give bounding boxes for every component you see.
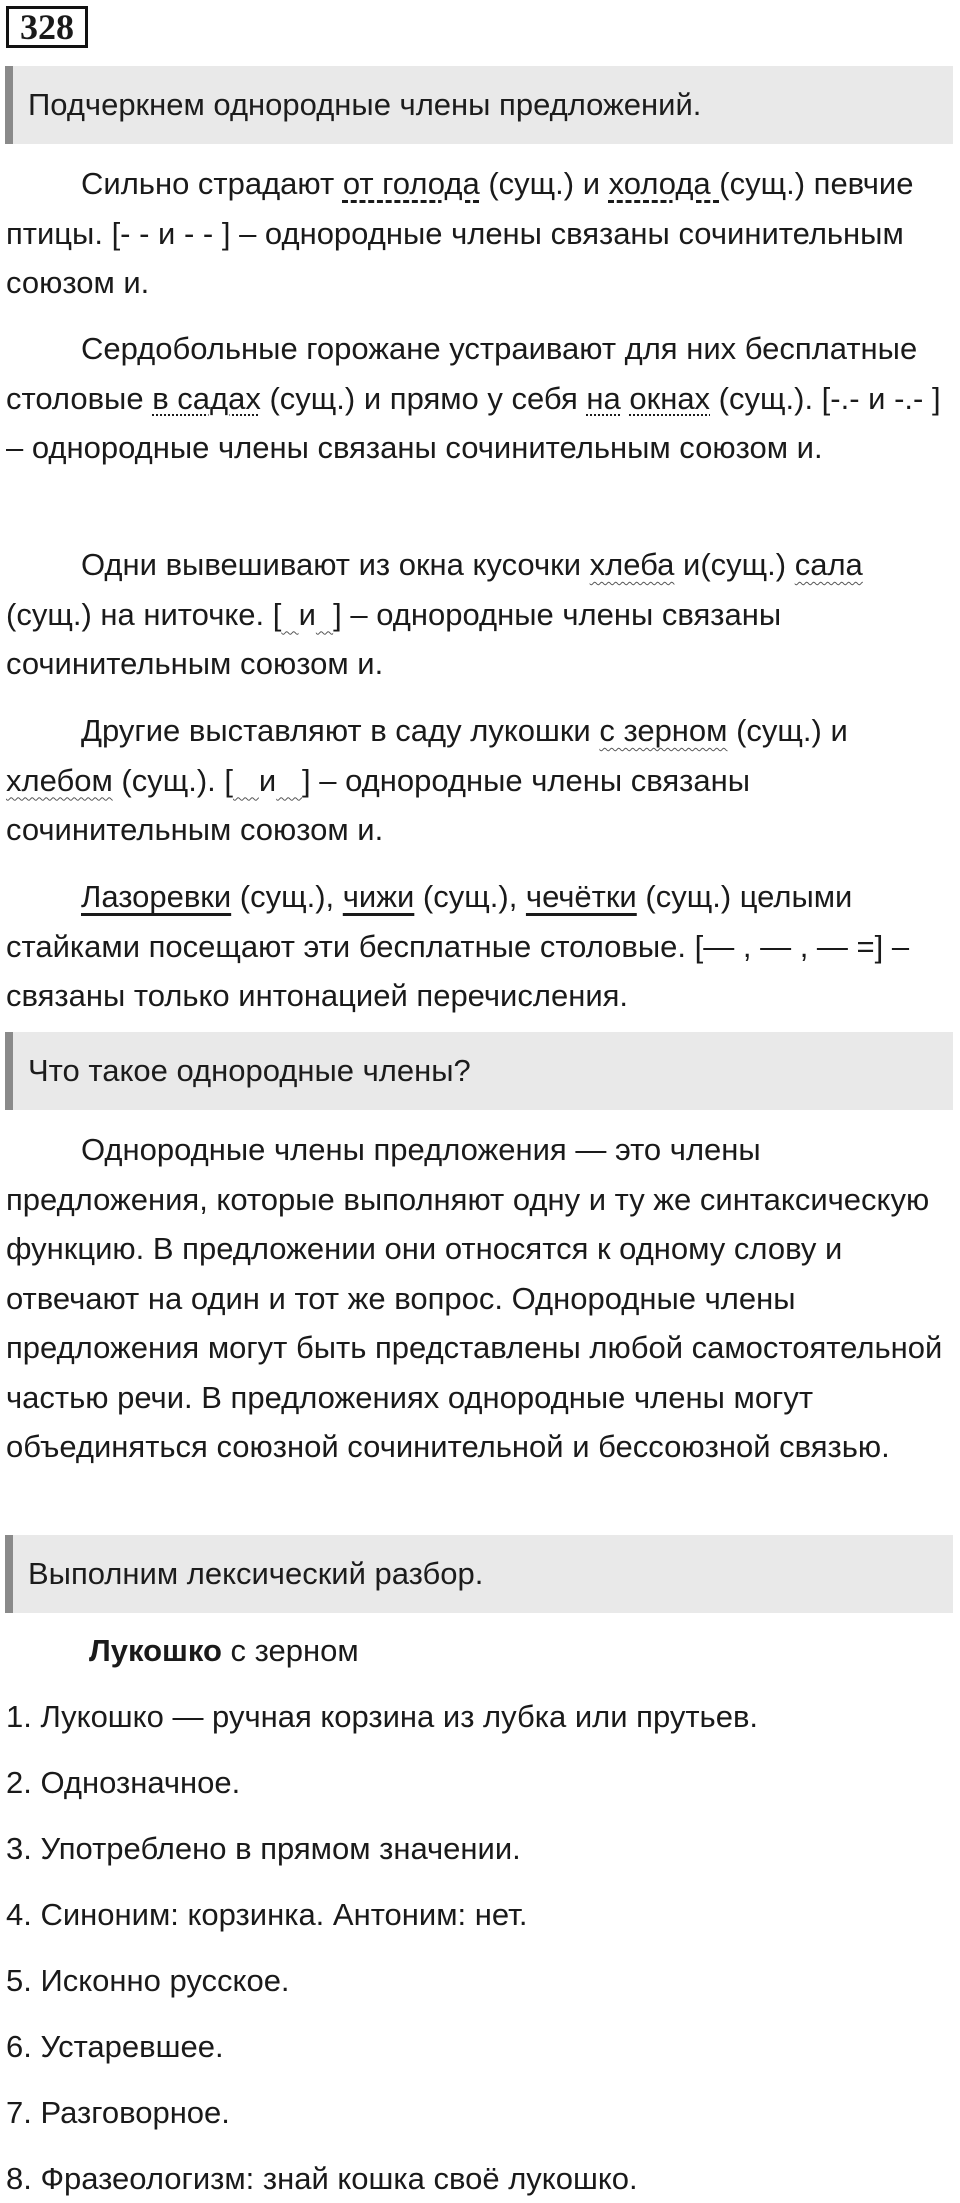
section-banner-underline: Подчеркнем однородные члены предложений.: [5, 66, 953, 144]
homogeneous-member: чечётки: [525, 879, 637, 914]
analyzed-phrase: [89, 1631, 960, 1671]
list-item: 4. Синоним: корзинка. Антоним: нет.: [6, 1897, 528, 1932]
list-item: 8. Фразеологизм: знай кошка своё лукошко.: [6, 2161, 638, 2196]
text: (сущ.). [: [112, 762, 234, 798]
text: и: [258, 762, 277, 798]
text: Одни вывешивают из окна кусочки: [81, 547, 590, 582]
phrase-rest: с зерном: [221, 1633, 359, 1668]
paragraph-5: [6, 872, 956, 1021]
text: ] – однородные члены связаны сочинительным союзом и.: [6, 596, 782, 681]
section-banner-lexical: Выполним лексический разбор.: [5, 1535, 953, 1613]
list-item: 7. Разговорное.: [6, 2095, 230, 2130]
scheme-mark: [233, 763, 259, 798]
text: Сильно страдают: [81, 166, 343, 201]
homogeneous-member: чижи: [342, 879, 415, 914]
scheme-mark: [281, 597, 298, 632]
definition-paragraph: [6, 1125, 956, 1472]
text: Другие выставляют в саду лукошки: [81, 713, 600, 748]
text: Сердобольные горожане устраивают для них бесплатные столовые: [6, 331, 918, 416]
text: ] – однородные члены связаны сочинительным союзом и.: [6, 762, 751, 847]
text: (сущ.) и: [727, 713, 848, 748]
scheme-mark: [276, 763, 302, 798]
text: (сущ.),: [231, 879, 343, 914]
homogeneous-member: на: [586, 380, 621, 416]
list-item: 5. Исконно русское.: [6, 1963, 290, 1998]
text: (сущ.) на ниточке. [: [6, 596, 282, 632]
text: певчие птицы. [- - и - - ] – однородные члены связаны сочинительным союзом и.: [6, 166, 914, 300]
homogeneous-member: хлеба: [589, 547, 675, 582]
homogeneous-member: окнах: [629, 380, 711, 416]
text: (сущ.) и прямо у себя: [260, 380, 587, 416]
paragraph-1: [6, 159, 956, 308]
analyzed-word: Лукошко: [89, 1633, 222, 1668]
homogeneous-member: от голода: [342, 166, 480, 201]
paragraph-2: [6, 324, 956, 473]
text: (сущ.). [-.- и -.- ] – однородные члены связаны сочинительным союзом и.: [6, 380, 941, 465]
homogeneous-member: в садах: [152, 380, 261, 416]
text: и(сущ.): [674, 547, 795, 582]
homogeneous-member: с зерном: [599, 713, 728, 748]
definition-text: Однородные члены предложения — это члены предложения, которые выполняют одну и ту же синтаксическую функцию. В предложении они относятся к одному слову и отвечают на один и тот же вопрос. Однородные члены предложения могут быть представлены любой самостоятельной частью речи. В предложениях однородные члены могут объединяться союзной сочинительной и бессоюзной связью.: [6, 1132, 943, 1464]
paragraph-4: [6, 706, 956, 855]
text: (сущ.) и: [479, 166, 609, 201]
homogeneous-member: сала: [794, 547, 863, 582]
task-number: 328: [6, 6, 88, 48]
list-item: 6. Устаревшее.: [6, 2029, 224, 2064]
homogeneous-member: Лазоревки: [81, 879, 232, 914]
list-item: 2. Однозначное.: [6, 1765, 241, 1800]
text: (сущ.),: [414, 879, 526, 914]
homogeneous-member: холода: [608, 166, 720, 201]
scheme-mark: [316, 597, 333, 632]
text: (сущ.) целыми стайками посещают эти бесплатные столовые. [— , — , — =] – связаны только интонацией перечисления.: [6, 879, 910, 1013]
list-item: 3. Употреблено в прямом значении.: [6, 1831, 521, 1866]
text: и: [298, 596, 316, 632]
homogeneous-member: хлебом: [6, 762, 113, 798]
text: (сущ.): [719, 166, 806, 201]
list-item: 1. Лукошко — ручная корзина из лубка или прутьев.: [6, 1699, 759, 1734]
paragraph-3: [6, 540, 956, 689]
section-banner-definition: Что такое однородные члены?: [5, 1032, 953, 1110]
